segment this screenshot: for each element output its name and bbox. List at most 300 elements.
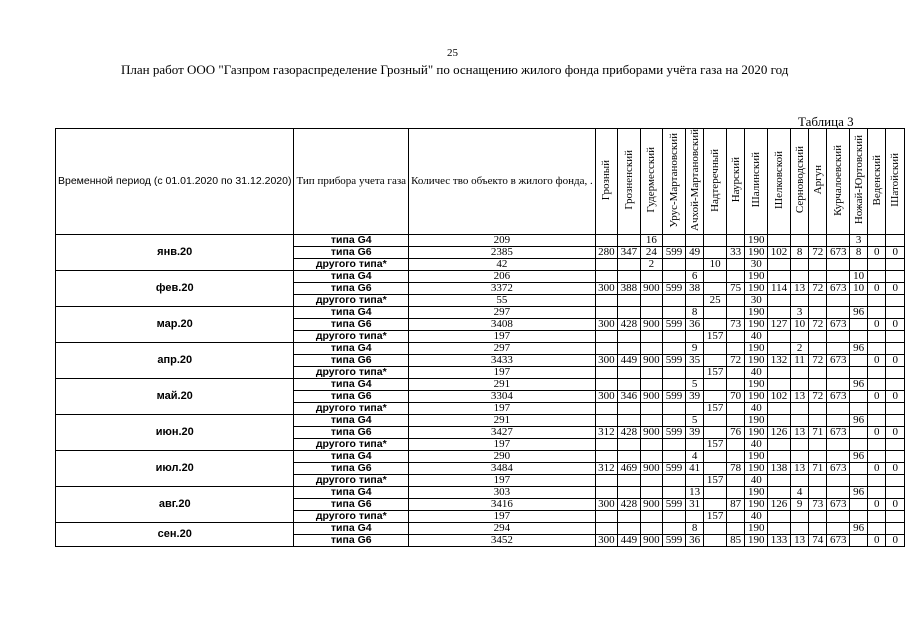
value-cell (618, 402, 641, 414)
value-cell (850, 366, 868, 378)
table-row (56, 414, 905, 426)
value-cell (685, 402, 703, 414)
value-cell (886, 330, 905, 342)
value-cell: 10 (850, 270, 868, 282)
value-cell (726, 414, 744, 426)
period-label: апр.20 (56, 342, 294, 378)
value-cell: 346 (618, 390, 641, 402)
value-cell (850, 438, 868, 450)
district-header: Наурский (726, 129, 744, 235)
value-cell (595, 258, 617, 270)
value-cell (768, 342, 791, 354)
value-cell: 96 (850, 450, 868, 462)
value-cell (827, 510, 850, 522)
value-cell (886, 486, 905, 498)
district-header: Надтеречный (704, 129, 727, 235)
value-cell (595, 510, 617, 522)
value-cell (827, 258, 850, 270)
value-cell (595, 474, 617, 486)
value-cell: 40 (745, 474, 768, 486)
value-cell: 388 (618, 282, 641, 294)
district-header: Грозный (595, 129, 617, 235)
value-cell: 36 (685, 318, 703, 330)
value-cell (704, 378, 727, 390)
value-cell: 96 (850, 522, 868, 534)
value-cell: 157 (704, 330, 727, 342)
value-cell: 673 (827, 426, 850, 438)
value-cell (640, 522, 662, 534)
count-cell: 3304 (409, 390, 596, 402)
value-cell (726, 330, 744, 342)
value-cell (868, 378, 886, 390)
district-header: Курчалоевский (827, 129, 850, 235)
value-cell (850, 318, 868, 330)
value-cell (595, 270, 617, 282)
value-cell (809, 330, 827, 342)
value-cell: 0 (868, 426, 886, 438)
value-cell (726, 342, 744, 354)
value-cell: 70 (726, 390, 744, 402)
value-cell (663, 342, 686, 354)
value-cell: 599 (663, 462, 686, 474)
count-cell: 55 (409, 294, 596, 306)
value-cell (663, 330, 686, 342)
device-type-cell: типа G4 (294, 342, 409, 354)
value-cell: 87 (726, 498, 744, 510)
value-cell (726, 306, 744, 318)
count-cell: 206 (409, 270, 596, 282)
value-cell: 41 (685, 462, 703, 474)
value-cell: 190 (745, 486, 768, 498)
value-cell (726, 522, 744, 534)
value-cell (768, 306, 791, 318)
count-cell: 197 (409, 366, 596, 378)
value-cell (809, 342, 827, 354)
value-cell (663, 258, 686, 270)
value-cell: 347 (618, 246, 641, 258)
value-cell: 599 (663, 354, 686, 366)
value-cell: 157 (704, 402, 727, 414)
value-cell: 72 (809, 354, 827, 366)
value-cell: 25 (704, 294, 727, 306)
value-cell (768, 234, 791, 246)
value-cell (640, 366, 662, 378)
device-type-cell: другого типа* (294, 510, 409, 522)
count-cell: 197 (409, 510, 596, 522)
value-cell: 3 (790, 306, 808, 318)
value-cell: 74 (809, 534, 827, 546)
value-cell (768, 522, 791, 534)
value-cell (726, 474, 744, 486)
count-cell: 209 (409, 234, 596, 246)
value-cell (768, 378, 791, 390)
value-cell: 428 (618, 318, 641, 330)
count-cell: 42 (409, 258, 596, 270)
count-cell: 3433 (409, 354, 596, 366)
value-cell (726, 378, 744, 390)
value-cell (663, 450, 686, 462)
device-type-cell: типа G6 (294, 246, 409, 258)
value-cell: 312 (595, 426, 617, 438)
value-cell (618, 438, 641, 450)
value-cell: 76 (726, 426, 744, 438)
device-type-cell: другого типа* (294, 330, 409, 342)
value-cell: 40 (745, 402, 768, 414)
value-cell (663, 234, 686, 246)
value-cell: 10 (790, 318, 808, 330)
value-cell: 31 (685, 498, 703, 510)
value-cell: 449 (618, 534, 641, 546)
count-cell: 294 (409, 522, 596, 534)
value-cell (809, 270, 827, 282)
value-cell: 102 (768, 390, 791, 402)
device-type-cell: типа G4 (294, 486, 409, 498)
meter-plan-table (55, 128, 905, 547)
value-cell: 449 (618, 354, 641, 366)
value-cell (827, 450, 850, 462)
value-cell: 0 (886, 390, 905, 402)
period-label: май.20 (56, 378, 294, 414)
value-cell (663, 522, 686, 534)
value-cell: 13 (790, 426, 808, 438)
value-cell (886, 522, 905, 534)
value-cell (618, 258, 641, 270)
value-cell (768, 486, 791, 498)
value-cell: 13 (790, 462, 808, 474)
table-body (56, 234, 905, 546)
value-cell (663, 486, 686, 498)
value-cell (685, 258, 703, 270)
value-cell (726, 450, 744, 462)
value-cell (790, 474, 808, 486)
count-cell: 291 (409, 414, 596, 426)
count-cell: 291 (409, 378, 596, 390)
value-cell: 0 (868, 318, 886, 330)
value-cell (726, 234, 744, 246)
value-cell (790, 438, 808, 450)
value-cell (809, 306, 827, 318)
device-type-cell: типа G6 (294, 534, 409, 546)
value-cell (768, 330, 791, 342)
value-cell (685, 438, 703, 450)
value-cell (663, 306, 686, 318)
value-cell (886, 342, 905, 354)
value-cell (704, 390, 727, 402)
value-cell: 673 (827, 390, 850, 402)
value-cell (850, 354, 868, 366)
value-cell (618, 414, 641, 426)
value-cell: 190 (745, 306, 768, 318)
value-cell (595, 414, 617, 426)
value-cell: 73 (726, 318, 744, 330)
value-cell (595, 234, 617, 246)
value-cell: 40 (745, 366, 768, 378)
value-cell: 673 (827, 462, 850, 474)
value-cell (809, 414, 827, 426)
value-cell: 190 (745, 234, 768, 246)
value-cell (790, 510, 808, 522)
value-cell (790, 378, 808, 390)
value-cell (685, 234, 703, 246)
value-cell (685, 366, 703, 378)
value-cell: 673 (827, 282, 850, 294)
value-cell (768, 414, 791, 426)
value-cell: 190 (745, 270, 768, 282)
value-cell (768, 366, 791, 378)
value-cell (704, 246, 727, 258)
value-cell: 13 (790, 534, 808, 546)
value-cell (595, 378, 617, 390)
value-cell (868, 438, 886, 450)
value-cell: 190 (745, 450, 768, 462)
value-cell: 900 (640, 282, 662, 294)
value-cell: 4 (790, 486, 808, 498)
count-cell: 3408 (409, 318, 596, 330)
value-cell: 33 (726, 246, 744, 258)
value-cell: 13 (685, 486, 703, 498)
value-cell (868, 486, 886, 498)
value-cell (886, 258, 905, 270)
value-cell (809, 450, 827, 462)
value-cell (850, 510, 868, 522)
value-cell (809, 402, 827, 414)
value-cell (790, 414, 808, 426)
value-cell (868, 366, 886, 378)
count-cell: 290 (409, 450, 596, 462)
value-cell (640, 342, 662, 354)
value-cell: 280 (595, 246, 617, 258)
value-cell: 900 (640, 534, 662, 546)
value-cell (868, 522, 886, 534)
value-cell (685, 474, 703, 486)
value-cell (790, 366, 808, 378)
value-cell (827, 402, 850, 414)
value-cell: 190 (745, 426, 768, 438)
value-cell: 0 (868, 390, 886, 402)
value-cell (704, 450, 727, 462)
device-type-cell: типа G6 (294, 282, 409, 294)
device-type-cell: другого типа* (294, 294, 409, 306)
value-cell: 300 (595, 318, 617, 330)
value-cell: 190 (745, 318, 768, 330)
value-cell: 190 (745, 534, 768, 546)
value-cell (886, 450, 905, 462)
value-cell (768, 270, 791, 282)
value-cell (595, 402, 617, 414)
value-cell: 312 (595, 462, 617, 474)
device-type-header: Тип прибора учета газа (294, 129, 409, 235)
count-cell: 297 (409, 342, 596, 354)
district-header: Ножай-Юртовский (850, 129, 868, 235)
value-cell: 300 (595, 354, 617, 366)
device-type-cell: типа G4 (294, 414, 409, 426)
value-cell: 138 (768, 462, 791, 474)
count-cell: 3484 (409, 462, 596, 474)
device-type-cell: типа G6 (294, 318, 409, 330)
value-cell (640, 330, 662, 342)
value-cell (850, 390, 868, 402)
value-cell (704, 498, 727, 510)
value-cell (827, 522, 850, 534)
value-cell (640, 270, 662, 282)
device-type-cell: типа G6 (294, 498, 409, 510)
value-cell: 8 (685, 522, 703, 534)
value-cell (663, 294, 686, 306)
value-cell: 4 (685, 450, 703, 462)
value-cell: 0 (886, 426, 905, 438)
value-cell: 190 (745, 390, 768, 402)
value-cell: 6 (685, 270, 703, 282)
value-cell (726, 486, 744, 498)
value-cell: 599 (663, 246, 686, 258)
value-cell (790, 402, 808, 414)
value-cell (768, 438, 791, 450)
value-cell (704, 270, 727, 282)
value-cell: 39 (685, 390, 703, 402)
value-cell: 900 (640, 318, 662, 330)
value-cell (726, 510, 744, 522)
value-cell: 40 (745, 510, 768, 522)
value-cell: 3 (850, 234, 868, 246)
value-cell (685, 294, 703, 306)
value-cell: 673 (827, 318, 850, 330)
value-cell (827, 414, 850, 426)
device-type-cell: другого типа* (294, 438, 409, 450)
device-type-cell: типа G6 (294, 354, 409, 366)
value-cell: 9 (685, 342, 703, 354)
device-type-cell: типа G4 (294, 450, 409, 462)
value-cell: 35 (685, 354, 703, 366)
value-cell (640, 486, 662, 498)
value-cell (618, 522, 641, 534)
value-cell (886, 306, 905, 318)
value-cell (827, 234, 850, 246)
value-cell: 599 (663, 498, 686, 510)
device-type-cell: другого типа* (294, 474, 409, 486)
value-cell (868, 474, 886, 486)
district-header: Грозненский (618, 129, 641, 235)
value-cell (809, 234, 827, 246)
value-cell: 300 (595, 282, 617, 294)
count-cell: 2385 (409, 246, 596, 258)
value-cell: 190 (745, 462, 768, 474)
value-cell (768, 258, 791, 270)
value-cell (868, 258, 886, 270)
page-number: 25 (447, 47, 458, 59)
value-cell (618, 330, 641, 342)
value-cell: 96 (850, 342, 868, 354)
device-type-cell: типа G6 (294, 390, 409, 402)
value-cell: 13 (790, 282, 808, 294)
value-cell (618, 294, 641, 306)
value-cell (827, 330, 850, 342)
value-cell (704, 486, 727, 498)
value-cell: 190 (745, 282, 768, 294)
value-cell: 8 (685, 306, 703, 318)
value-cell: 0 (868, 246, 886, 258)
value-cell (704, 234, 727, 246)
value-cell: 72 (809, 390, 827, 402)
value-cell (809, 474, 827, 486)
value-cell (726, 258, 744, 270)
value-cell: 300 (595, 390, 617, 402)
table-row (56, 270, 905, 282)
value-cell (640, 402, 662, 414)
count-header: Количес тво объекто в жилого фонда, . (409, 129, 596, 235)
value-cell (704, 534, 727, 546)
value-cell (827, 366, 850, 378)
device-type-cell: другого типа* (294, 402, 409, 414)
value-cell (886, 294, 905, 306)
value-cell (868, 342, 886, 354)
value-cell: 0 (886, 534, 905, 546)
value-cell (886, 366, 905, 378)
period-label: фев.20 (56, 270, 294, 306)
value-cell (850, 498, 868, 510)
value-cell: 9 (790, 498, 808, 510)
value-cell (618, 366, 641, 378)
table-row (56, 450, 905, 462)
value-cell (850, 426, 868, 438)
value-cell: 126 (768, 426, 791, 438)
value-cell (850, 474, 868, 486)
value-cell (618, 342, 641, 354)
value-cell: 40 (745, 438, 768, 450)
value-cell (640, 510, 662, 522)
period-label: июн.20 (56, 414, 294, 450)
value-cell: 30 (745, 294, 768, 306)
value-cell (868, 450, 886, 462)
value-cell: 36 (685, 534, 703, 546)
device-type-cell: типа G4 (294, 306, 409, 318)
value-cell: 5 (685, 414, 703, 426)
document-title: План работ ООО "Газпром газораспределение Грозный" по оснащению жилого фонда приборами учёта газа на 2020 год (121, 62, 789, 77)
value-cell: 900 (640, 426, 662, 438)
value-cell (663, 474, 686, 486)
value-cell (618, 306, 641, 318)
value-cell (704, 282, 727, 294)
value-cell: 300 (595, 498, 617, 510)
value-cell (827, 270, 850, 282)
period-label: мар.20 (56, 306, 294, 342)
value-cell (827, 378, 850, 390)
period-header: Временной период (с 01.01.2020 по 31.12.2020) (56, 129, 294, 235)
value-cell (640, 438, 662, 450)
value-cell: 157 (704, 510, 727, 522)
value-cell: 8 (850, 246, 868, 258)
value-cell: 0 (886, 354, 905, 366)
count-cell: 303 (409, 486, 596, 498)
value-cell (618, 270, 641, 282)
value-cell (827, 474, 850, 486)
value-cell: 75 (726, 282, 744, 294)
value-cell (704, 426, 727, 438)
value-cell: 900 (640, 354, 662, 366)
count-cell: 3452 (409, 534, 596, 546)
value-cell (850, 462, 868, 474)
value-cell (618, 486, 641, 498)
device-type-cell: типа G4 (294, 522, 409, 534)
value-cell: 102 (768, 246, 791, 258)
value-cell (704, 414, 727, 426)
header-row (56, 129, 905, 235)
value-cell (685, 510, 703, 522)
value-cell (618, 234, 641, 246)
value-cell (809, 366, 827, 378)
value-cell (768, 294, 791, 306)
value-cell: 49 (685, 246, 703, 258)
value-cell: 114 (768, 282, 791, 294)
